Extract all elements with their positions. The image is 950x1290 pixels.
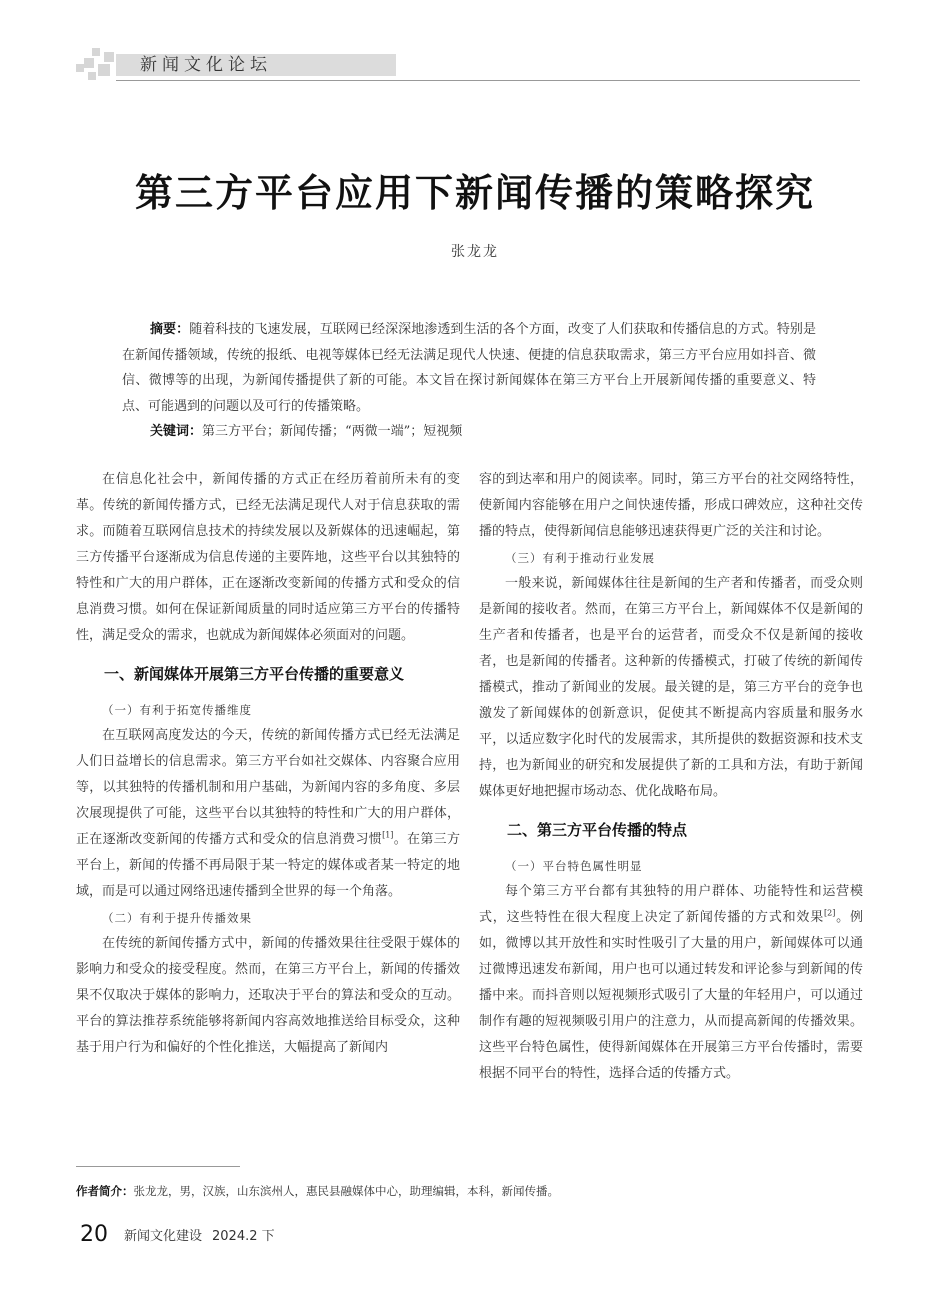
page-number: 20	[80, 1222, 108, 1247]
paragraph-text: 。例如，微博以其开放性和实时性吸引了大量的用户，新闻媒体可以通过微博迅速发布新闻，用户也可以通过转发和评论参与到新闻的传播中来。而抖音则以短视频形式吸引了大量的年轻用户，可以通过制作有趣的短视频吸引用户的注意力，从而提高新闻的传播效果。这些平台特色属性，使得新闻媒体在开展第三方平台传播时，需要根据不同平台的特性，选择合适的传播方式。	[479, 910, 863, 1081]
paragraph-1-1	[76, 723, 460, 905]
paragraph-text: 每个第三方平台都有其独特的用户群体、功能特性和运营模式，这些特性在很大程度上决定了新闻传播的方式和效果	[479, 884, 863, 925]
paragraph-1-3: 一般来说，新闻媒体往往是新闻的生产者和传播者，而受众则是新闻的接收者。然而，在第三方平台上，新闻媒体不仅是新闻的生产者和传播者，也是平台的运营者，而受众不仅是新闻的接收者，也是新闻的传播者。这种新的传播模式，打破了传统的新闻传播模式，推动了新闻业的发展。最关键的是，第三方平台的竞争也激发了新闻媒体的创新意识，促使其不断提高内容质量和服务水平，以适应数字化时代的发展需求，其所提供的数据资源和技术支持，也为新闻业的研究和发展提供了新的工具和方法，有助于新闻媒体更好地把握市场动态、优化战略布局。	[479, 576, 863, 799]
section-heading-1: 一、新闻媒体开展第三方平台传播的重要意义	[104, 665, 405, 683]
section-heading-2: 二、第三方平台传播的特点	[507, 821, 688, 839]
paragraph-1-2: 在传统的新闻传播方式中，新闻的传播效果往往受限于媒体的影响力和受众的接受程度。然而，在第三方平台上，新闻的传播效果不仅取决于媒体的影响力，还取决于平台的算法和受众的互动。平台的算法推荐系统能够将新闻内容高效地推送给目标受众，这种基于用户行为和偏好的个性化推送，大幅提高了新闻内	[76, 936, 460, 1055]
page-footer	[80, 1222, 275, 1252]
abstract-label: 摘要：	[150, 322, 190, 337]
section-name: 新闻文化论坛	[140, 55, 272, 75]
abstract-paragraph	[122, 317, 816, 419]
article-author: 张龙龙	[451, 244, 499, 260]
paragraph-2-1	[479, 879, 863, 1087]
citation-ref: [2]	[824, 908, 836, 918]
footnote-label: 作者简介：	[76, 1184, 134, 1198]
header-rule	[116, 80, 860, 81]
paragraph-text: 在互联网高度发达的今天，传统的新闻传播方式已经无法满足人们日益增长的信息需求。第三方平台如社交媒体、内容聚合应用等，以其独特的传播机制和用户基础，为新闻内容的多角度、多层次展现提供了可能，这些平台以其独特的特性和广大的用户群体，正在逐渐改变新闻的传播方式和受众的信息消费习惯	[76, 728, 460, 847]
issue-label: 2024.2 下	[212, 1229, 275, 1244]
subsection-heading-2-1: （一）平台特色属性明显	[505, 859, 643, 873]
left-column	[76, 467, 460, 1061]
paragraph-1-2-continued: 容的到达率和用户的阅读率。同时，第三方平台的社交网络特性，使新闻内容能够在用户之间快速传播，形成口碑效应，这种社交传播的特点，使得新闻信息能够迅速获得更广泛的关注和讨论。	[479, 472, 863, 539]
footnote-rule	[76, 1166, 240, 1167]
abstract-block	[122, 317, 816, 445]
journal-name: 新闻文化建设	[124, 1229, 203, 1244]
paragraph-text: 。在第三方平台上，新闻的传播不再局限于某一特定的媒体或者某一特定的地域，而是可以通过网络迅速传播到全世界的每一个角落。	[76, 832, 460, 899]
article-title: 第三方平台应用下新闻传播的策略探究	[134, 171, 815, 215]
intro-paragraph: 在信息化社会中，新闻传播的方式正在经历着前所未有的变革。传统的新闻传播方式，已经无法满足现代人对于信息获取的需求。而随着互联网信息技术的持续发展以及新媒体的迅速崛起，第三方传播平台逐渐成为信息传递的主要阵地，这些平台以其独特的特性和广大的用户群体，正在逐渐改变新闻的传播方式和受众的信息消费习惯。如何在保证新闻质量的同时适应第三方平台的传播特性，满足受众的需求，也就成为新闻媒体必须面对的问题。	[76, 472, 460, 643]
citation-ref: [1]	[382, 830, 394, 840]
header-decoration	[76, 48, 116, 82]
running-header	[76, 48, 860, 84]
right-column	[479, 467, 863, 1087]
subsection-heading-1-1: （一）有利于拓宽传播维度	[102, 703, 252, 717]
footnote-text: 张龙龙，男，汉族，山东滨州人，惠民县融媒体中心，助理编辑，本科，新闻传播。	[133, 1184, 559, 1198]
subsection-heading-1-3: （三）有利于推动行业发展	[505, 551, 655, 565]
subsection-heading-1-2: （二）有利于提升传播效果	[102, 911, 252, 925]
keywords-line	[122, 419, 816, 445]
author-bio-footnote	[76, 1183, 559, 1199]
abstract-text: 随着科技的飞速发展，互联网已经深深地渗透到生活的各个方面，改变了人们获取和传播信息的方式。特别是在新闻传播领域，传统的报纸、电视等媒体已经无法满足现代人快速、便捷的信息获取需求，第三方平台应用如抖音、微信、微博等的出现，为新闻传播提供了新的可能。本文旨在探讨新闻媒体在第三方平台上开展新闻传播的重要意义、特点、可能遇到的问题以及可行的传播策略。	[122, 322, 816, 414]
keywords-label: 关键词：	[150, 424, 203, 439]
keywords-text: 第三方平台；新闻传播；“两微一端”；短视频	[202, 424, 463, 439]
